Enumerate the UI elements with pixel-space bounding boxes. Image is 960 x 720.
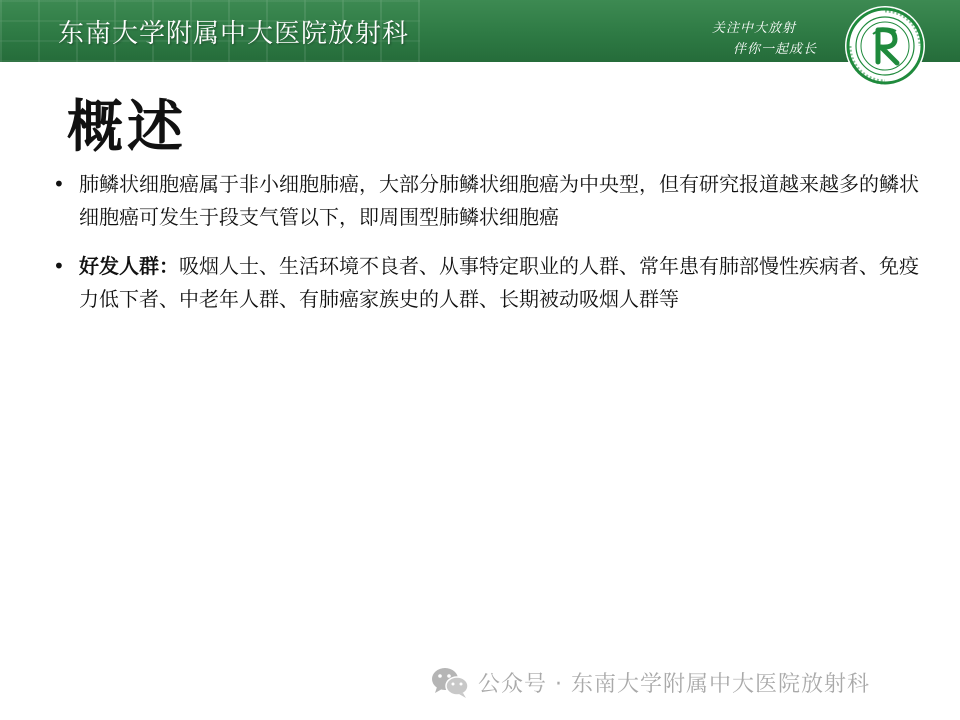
department-title: 东南大学附属中大医院放射科 xyxy=(58,19,410,49)
hospital-logo-icon xyxy=(845,6,925,86)
bullet-marker: • xyxy=(53,254,65,278)
watermark xyxy=(430,664,870,700)
bullet-list xyxy=(50,168,920,332)
slide-title: 概述 xyxy=(67,95,187,160)
watermark-text: 公众号 · 东南大学附属中大医院放射科 xyxy=(478,671,870,697)
bullet-text: 肺鳞状细胞癌属于非小细胞肺癌，大部分肺鳞状细胞癌为中央型，但有研究报道越来越多的鳞状细胞癌可发生于段支气管以下，即周围型肺鳞状细胞癌 xyxy=(79,172,919,229)
bullet-marker: • xyxy=(53,172,65,196)
slogan-line-2: 伴你一起成长 xyxy=(733,42,818,57)
bullet-item-definition xyxy=(50,168,920,234)
bullet-label: 好发人群： xyxy=(79,254,179,278)
header-banner xyxy=(0,0,960,62)
slogan-line-1: 关注中大放射 xyxy=(712,21,797,36)
bullet-content xyxy=(79,250,920,316)
wechat-icon xyxy=(430,665,470,699)
logo-emblem xyxy=(845,6,925,86)
bullet-text: 吸烟人士、生活环境不良者、从事特定职业的人群、常年患有肺部慢性疾病者、免疫力低下者、中老年人群、有肺癌家族史的人群、长期被动吸烟人群等 xyxy=(79,254,919,311)
bullet-item-high-risk-groups xyxy=(50,250,920,316)
